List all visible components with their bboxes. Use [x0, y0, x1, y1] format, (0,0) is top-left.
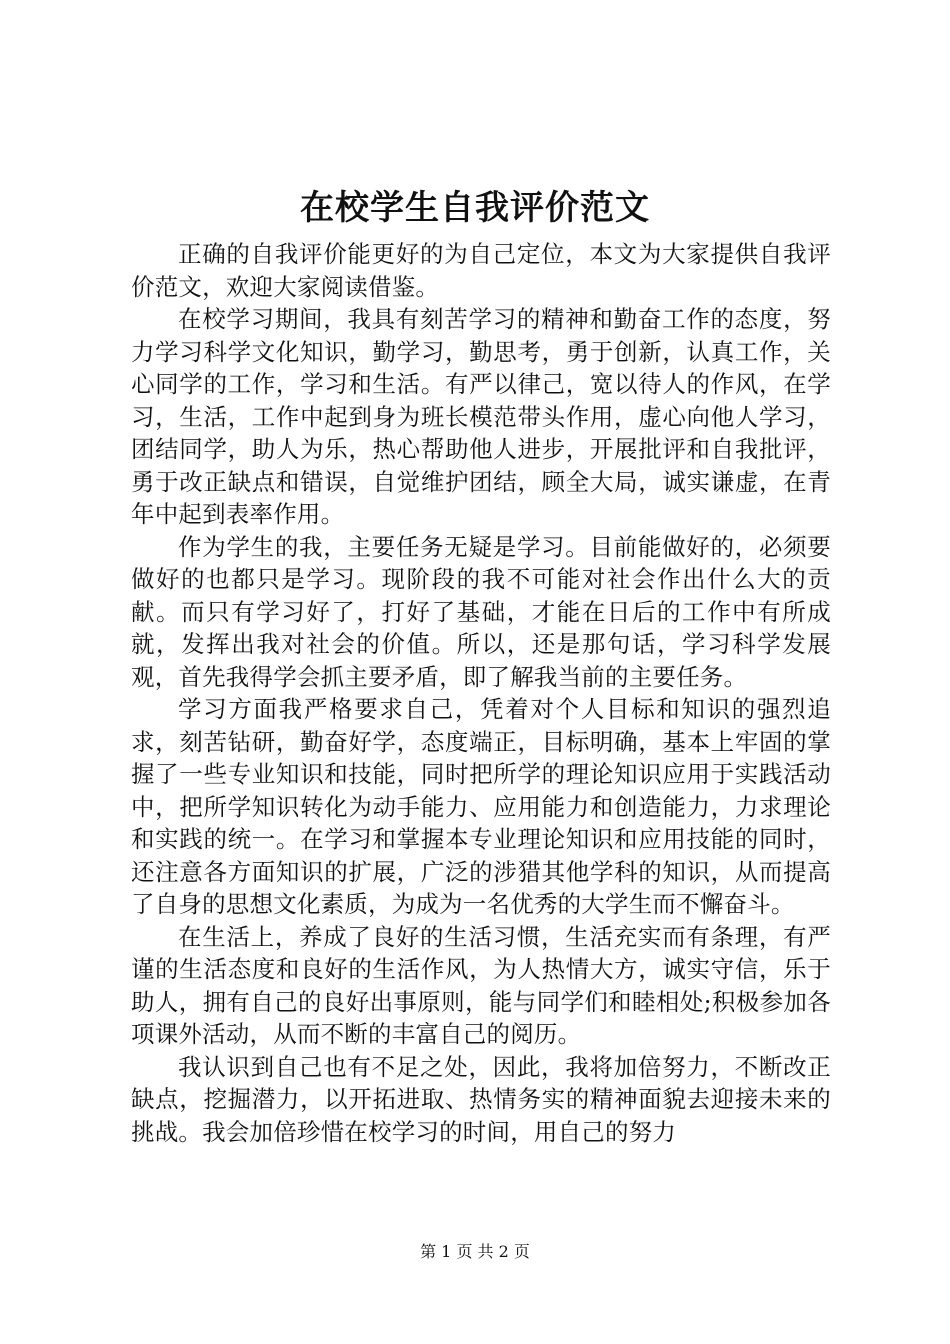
paragraph-life: 在生活上，养成了良好的生活习惯，生活充实而有条理，有严谨的生活态度和良好的生活作风，为人热情大方，诚实守信，乐于助人，拥有自己的良好出事原则，能与同学们和睦相处;积极参加各项课外活动，从而不断的丰富自己的阅历。: [131, 922, 831, 1048]
paragraph-learning: 学习方面我严格要求自己，凭着对个人目标和知识的强烈追求，刻苦钻研，勤奋好学，态度端正，目标明确，基本上牢固的掌握了一些专业知识和技能，同时把所学的理论知识应用于实践活动中，把所学知识转化为动手能力、应用能力和创造能力，力求理论和实践的统一。在学习和掌握本专业理论知识和应用技能的同时，还注意各方面知识的扩展，广泛的涉猎其他学科的知识，从而提高了自身的思想文化素质，为成为一名优秀的大学生而不懈奋斗。: [131, 695, 831, 918]
page-number-footer: 第 1 页 共 2 页: [420, 1242, 530, 1261]
paragraph-student-task: 作为学生的我，主要任务无疑是学习。目前能做好的，必须要做好的也都只是学习。现阶段的我不可能对社会作出什么大的贡献。而只有学习好了，打好了基础，才能在日后的工作中有所成就，发挥出我对社会的价值。所以，还是那句话，学习科学发展观，首先我得学会抓主要矛盾，即了解我当前的主要任务。: [131, 532, 831, 691]
paragraph-intro: 正确的自我评价能更好的为自己定位，本文为大家提供自我评价范文，欢迎大家阅读借鉴。: [131, 240, 831, 301]
paragraph-study-period: 在校学习期间，我具有刻苦学习的精神和勤奋工作的态度，努力学习科学文化知识，勤学习，勤思考，勇于创新，认真工作，关心同学的工作，学习和生活。有严以律己，宽以待人的作风，在学习，生活，工作中起到身为班长模范带头作用，虚心向他人学习，团结同学，助人为乐，热心帮助他人进步，开展批评和自我批评，勇于改正缺点和错误，自觉维护团结，顾全大局，诚实谦虚，在青年中起到表率作用。: [131, 305, 831, 528]
paragraph-shortcomings: 我认识到自己也有不足之处，因此，我将加倍努力，不断改正缺点，挖掘潜力，以开拓进取、热情务实的精神面貌去迎接未来的挑战。我会加倍珍惜在校学习的时间，用自己的努力: [131, 1052, 831, 1146]
document-title: 在校学生自我评价范文: [300, 188, 650, 228]
document-body: [131, 238, 831, 1148]
